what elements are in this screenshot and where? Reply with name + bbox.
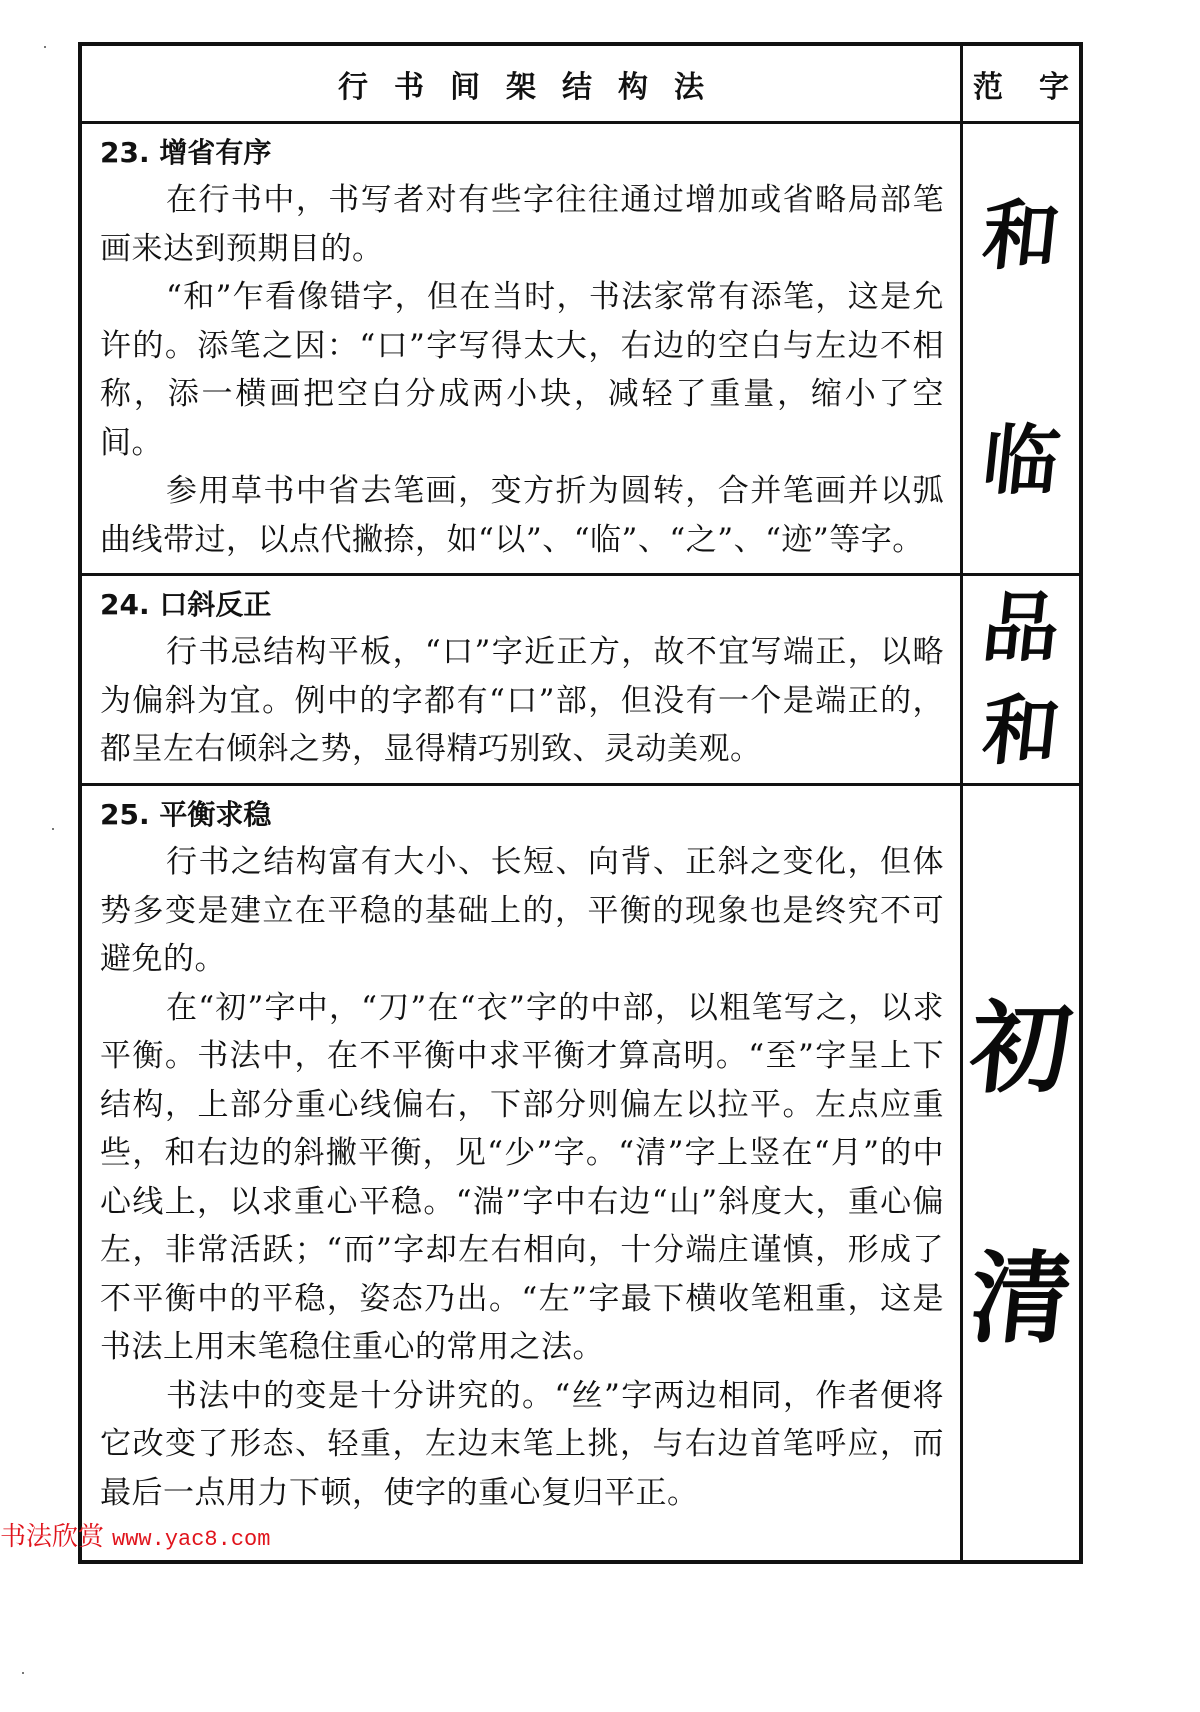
calligraphy-sample-pin: 品	[978, 582, 1064, 672]
calligraphy-sample-lin: 临	[978, 415, 1064, 505]
calligraphy-structure-table	[78, 42, 1083, 1564]
sample-cell-23	[963, 124, 1079, 576]
watermark-text: 书法欣赏	[0, 1522, 105, 1552]
paragraph: 行书忌结构平板，“口”字近正方，故不宜写端正，以略为偏斜为宜。例中的字都有“口”部，但没有一个是端正的，都呈左右倾斜之势，显得精巧别致、灵动美观。	[100, 634, 944, 767]
site-watermark	[0, 1516, 270, 1553]
scan-speck	[52, 828, 54, 830]
section-heading: 25. 平衡求稳	[100, 798, 272, 831]
section-25	[82, 786, 963, 1560]
section-heading: 23. 增省有序	[100, 136, 272, 169]
calligraphy-sample-qing: 清	[964, 1239, 1078, 1357]
paragraph: 在行书中，书写者对有些字往往通过增加或省略局部笔画来达到预期目的。	[100, 182, 944, 267]
paragraph: 在“初”字中，“刀”在“衣”字的中部，以粗笔写之，以求平衡。书法中，在不平衡中求平衡才算高明。“至”字呈上下结构，上部分重心线偏右，下部分则偏左以拉平。左点应重些，和右边的斜撇平衡，见“少”字。“清”字上竖在“月”的中心线上，以求重心平稳。“湍”字中右边“山”斜度大，重心偏左，非常活跃；“而”字却左右相向，十分端庄谨慎，形成了不平衡中的平稳，姿态乃出。“左”字最下横收笔粗重，这是书法上用末笔稳住重心的常用之法。	[100, 989, 944, 1365]
table-title: 行书间架结构法	[82, 46, 963, 124]
calligraphy-sample-chu: 初	[964, 989, 1078, 1107]
sample-header-char-2: 字	[1039, 69, 1069, 105]
scan-speck	[44, 46, 46, 48]
paragraph: 书法中的变是十分讲究的。“丝”字两边相同，作者便将它改变了形态、轻重，左边末笔上挑，与右边首笔呼应，而最后一点用力下顿，使字的重心复归平正。	[100, 1377, 944, 1511]
sample-cell-25	[963, 786, 1079, 1560]
sample-cell-24	[963, 576, 1079, 786]
section-23	[82, 124, 963, 576]
calligraphy-sample-he: 和	[978, 686, 1064, 776]
paragraph: 参用草书中省去笔画，变方折为圆转，合并笔画并以弧曲线带过，以点代撇捺，如“以”、“临”、“之”、“迹”等字。	[100, 473, 944, 558]
sample-header-char-1: 范	[973, 69, 1003, 105]
section-24	[82, 576, 963, 786]
watermark-url: www.yac8.com	[112, 1527, 271, 1552]
sample-column-header	[963, 46, 1079, 124]
scan-speck	[22, 1672, 24, 1674]
calligraphy-sample-he: 和	[978, 191, 1064, 281]
paragraph: 行书之结构富有大小、长短、向背、正斜之变化，但体势多变是建立在平稳的基础上的，平衡的现象也是终究不可避免的。	[100, 844, 944, 977]
paragraph: “和”乍看像错字，但在当时，书法家常有添笔，这是允许的。添笔之因：“口”字写得太大，右边的空白与左边不相称，添一横画把空白分成两小块，减轻了重量，缩小了空间。	[100, 279, 944, 461]
section-heading: 24. 口斜反正	[100, 588, 272, 621]
